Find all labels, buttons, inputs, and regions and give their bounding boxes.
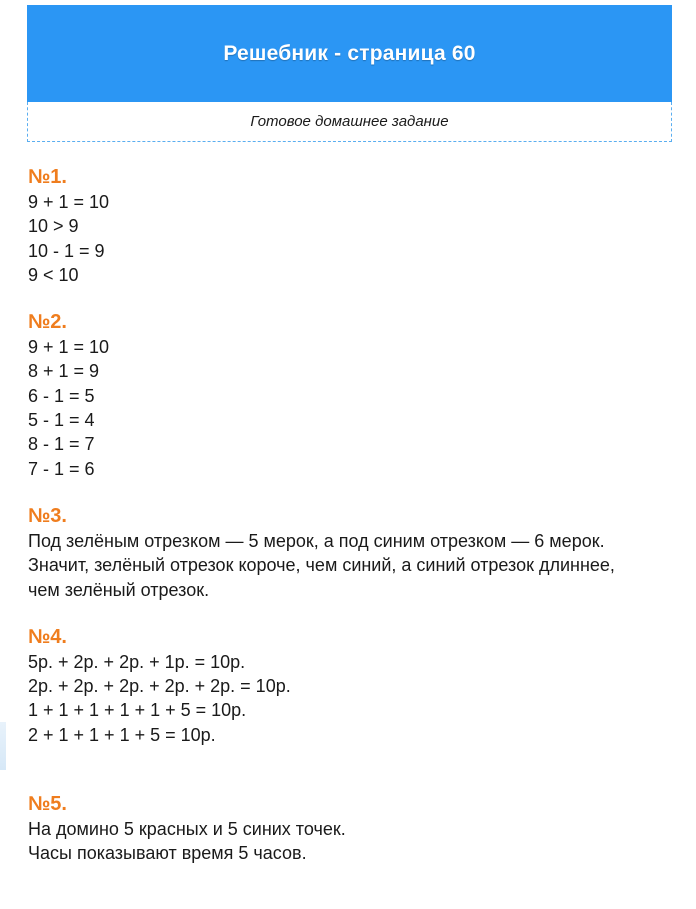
answer-line: 9 + 1 = 10 xyxy=(28,337,110,358)
answer-line: Часы показывают время 5 часов. xyxy=(28,843,307,864)
solutions-content xyxy=(28,164,678,866)
answer-line: 6 - 1 = 5 xyxy=(28,385,95,406)
answer-line: 9 + 1 = 10 xyxy=(28,192,110,212)
page-subtitle: Готовое домашнее задание xyxy=(250,113,449,130)
task-4 xyxy=(28,624,678,747)
answer-line: 2 + 1 + 1 + 1 + 5 = 10р. xyxy=(28,724,216,745)
task-number: №5. xyxy=(28,793,67,816)
answer-line: 8 + 1 = 9 xyxy=(28,361,100,382)
task-2 xyxy=(28,309,678,481)
answer-paragraph: Значит, зелёный отрезок короче, чем синий, а синий отрезок длиннее, чем зелёный отрезок. xyxy=(28,555,615,600)
answer-line: На домино 5 красных и 5 синих точек. xyxy=(28,819,346,840)
answer-line: 10 - 1 = 9 xyxy=(28,240,105,261)
answer-line: 10 > 9 xyxy=(28,216,79,237)
task-3 xyxy=(28,503,678,602)
page-header xyxy=(27,5,672,102)
answer-line: 1 + 1 + 1 + 1 + 1 + 5 = 10р. xyxy=(28,700,247,721)
page-subheader xyxy=(27,102,672,142)
answer-line: 7 - 1 = 6 xyxy=(28,458,95,479)
answer-line: 5р. + 2р. + 2р. + 1р. = 10р. xyxy=(28,651,246,672)
task-number: №1. xyxy=(28,166,67,188)
side-marker xyxy=(0,722,6,770)
task-5 xyxy=(28,791,678,866)
answer-line: 2р. + 2р. + 2р. + 2р. + 2р. = 10р. xyxy=(28,676,291,697)
task-number: №4. xyxy=(28,625,67,648)
task-number: №2. xyxy=(28,311,67,334)
task-number: №3. xyxy=(28,504,67,527)
answer-line: 9 < 10 xyxy=(28,264,79,285)
page-title: Решебник - страница 60 xyxy=(223,41,476,65)
answer-paragraph: Под зелёным отрезком — 5 мерок, а под синим отрезком — 6 мерок. xyxy=(28,530,605,551)
answer-line: 5 - 1 = 4 xyxy=(28,410,95,431)
task-1 xyxy=(28,164,678,287)
answer-line: 8 - 1 = 7 xyxy=(28,434,95,455)
